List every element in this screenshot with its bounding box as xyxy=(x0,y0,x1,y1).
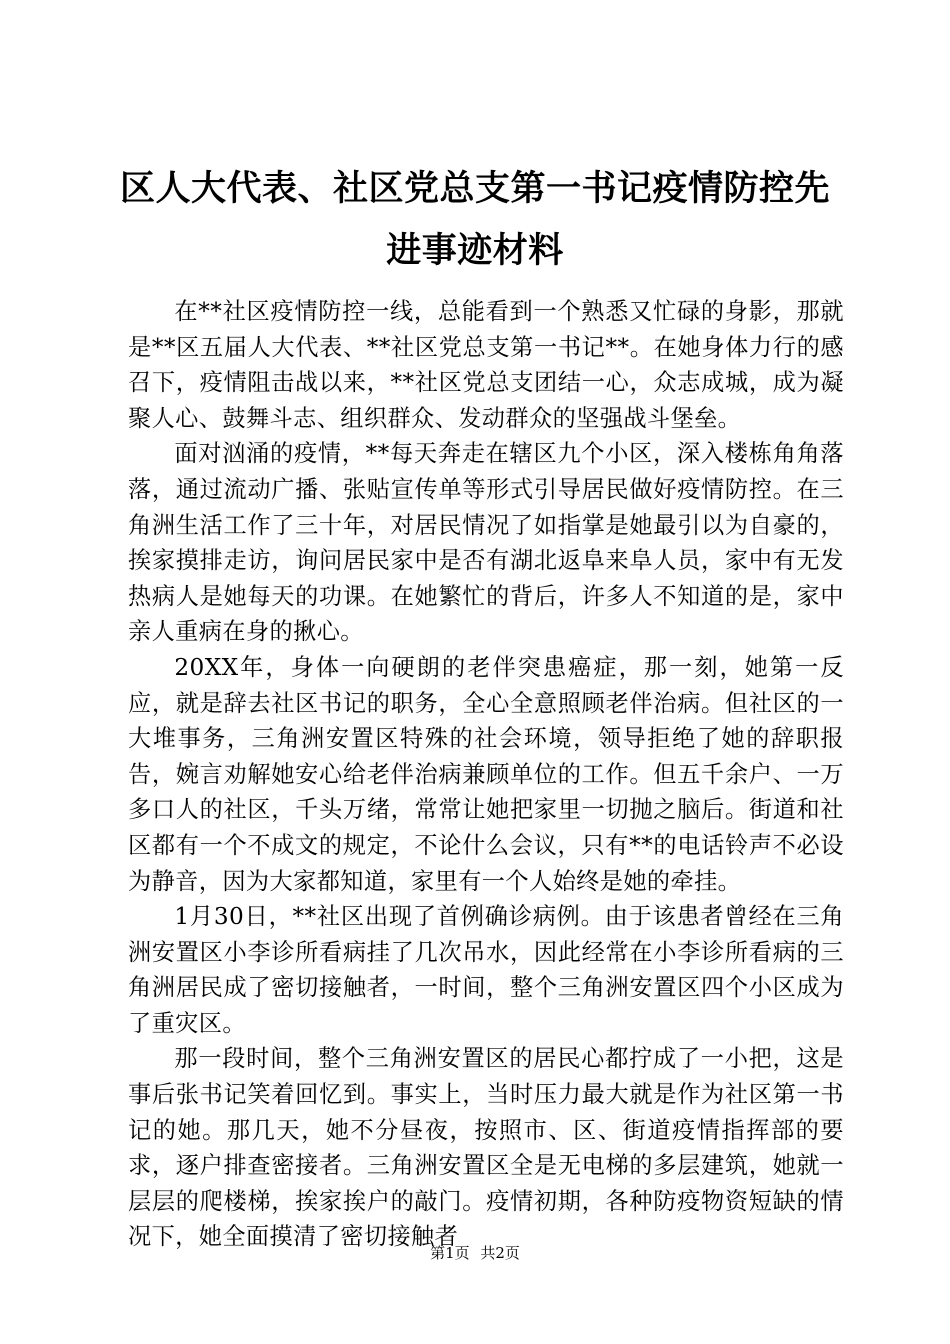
page-total: 共2页 xyxy=(480,1244,520,1262)
paragraph-1: 在**社区疫情防控一线，总能看到一个熟悉又忙碌的身影，那就是**区五届人大代表、**社区党总支第一书记**。在她身体力行的感召下，疫情阻击战以来，**社区党总支团结一心，众志成城，成为凝聚人心、鼓舞斗志、组织群众、发动群众的坚强战斗堡垒。 xyxy=(128,298,844,432)
page-number: 第1页 xyxy=(430,1244,470,1262)
paragraph-3: 20XX年，身体一向硬朗的老伴突患癌症，那一刻，她第一反应，就是辞去社区书记的职务，全心全意照顾老伴治病。但社区的一大堆事务，三角洲安置区特殊的社会环境，领导拒绝了她的辞职报告，婉言劝解她安心给老伴治病兼顾单位的工作。但五千余户、一万多口人的社区，千头万绪，常常让她把家里一切抛之脑后。街道和社区都有一个不成文的规定，不论什么会议，只有**的电话铃声不必设为静音，因为大家都知道，家里有一个人始终是她的牵挂。 xyxy=(128,653,844,895)
page-footer xyxy=(0,1243,950,1263)
paragraph-4: 1月30日，**社区出现了首例确诊病例。由于该患者曾经在三角洲安置区小李诊所看病挂了几次吊水，因此经常在小李诊所看病的三角洲居民成了密切接触者，一时间，整个三角洲安置区四个小区成为了重灾区。 xyxy=(128,903,844,1037)
paragraph-2: 面对汹涌的疫情，**每天奔走在辖区九个小区，深入楼栋角角落落，通过流动广播、张贴宣传单等形式引导居民做好疫情防控。在三角洲生活工作了三十年，对居民情况了如指掌是她最引以为自豪的，挨家摸排走访，询问居民家中是否有湖北返阜来阜人员，家中有无发热病人是她每天的功课。在她繁忙的背后，许多人不知道的是，家中亲人重病在身的揪心。 xyxy=(128,440,844,646)
document-title: 区人大代表、社区党总支第一书记疫情防控先进事迹材料 xyxy=(119,169,830,271)
document-body xyxy=(128,294,844,1255)
paragraph-5: 那一段时间，整个三角洲安置区的居民心都拧成了一小把，这是事后张书记笑着回忆到。事实上，当时压力最大就是作为社区第一书记的她。那几天，她不分昼夜，按照市、区、街道疫情指挥部的要求，逐户排查密接者。三角洲安置区全是无电梯的多层建筑，她就一层层的爬楼梯，挨家挨户的敲门。疫情初期，各种防疫物资短缺的情况下，她全面摸清了密切接触者 xyxy=(128,1045,844,1251)
